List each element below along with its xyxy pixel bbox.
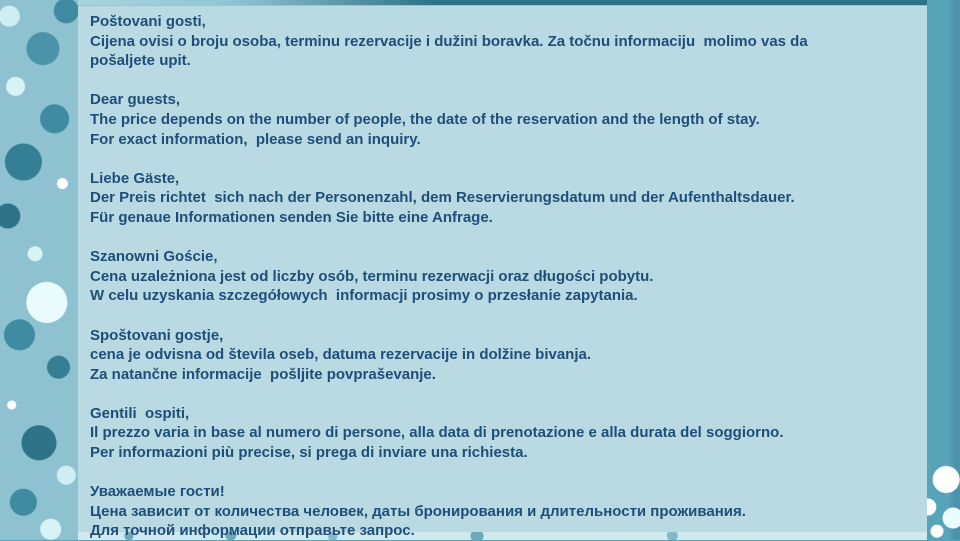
body-line: The price depends on the number of people, the date of the reservation and the length of stay. bbox=[90, 110, 760, 128]
body-line: cena je odvisna od števila oseb, datuma rezervacije in dolžine bivanja. bbox=[90, 346, 592, 364]
paragraph-croatian bbox=[90, 12, 915, 71]
paragraph-english bbox=[90, 90, 915, 149]
paragraph-german bbox=[90, 169, 915, 228]
body-line: Per informazioni più precise, si prega di inviare una richiesta. bbox=[90, 444, 528, 462]
body-line: For exact information, please send an inquiry. bbox=[90, 130, 421, 148]
body-line: Der Preis richtet sich nach der Personenzahl, dem Reservierungsdatum und der Aufenthaltsdauer. bbox=[90, 189, 795, 207]
body-line: W celu uzyskania szczegółowych informacji prosimy o przesłanie zapytania. bbox=[90, 287, 638, 305]
body-line: Cijena ovisi o broju osoba, terminu rezervacije i dužini boravka. Za točnu informaciju molimo vas da bbox=[90, 32, 808, 50]
greeting-line: Poštovani gosti, bbox=[90, 13, 206, 30]
body-line: Il prezzo varia in base al numero di persone, alla data di prenotazione e alla durata del soggiorno. bbox=[90, 424, 784, 442]
body-line: Für genaue Informationen senden Sie bitte eine Anfrage. bbox=[90, 208, 493, 226]
body-line: Цена зависит от количества человек, даты бронирования и длительности проживания. bbox=[90, 502, 746, 520]
paragraph-italian bbox=[90, 404, 915, 463]
body-line: Для точной информации отправьте запрос. bbox=[90, 522, 415, 540]
paragraph-polish bbox=[90, 247, 915, 306]
paint-splatter-left-band bbox=[0, 0, 78, 540]
paragraph-slovenian bbox=[90, 326, 915, 385]
greeting-line: Gentili ospiti, bbox=[90, 404, 190, 422]
greeting-line: Liebe Gäste, bbox=[90, 169, 180, 187]
body-line: Cena uzależniona jest od liczby osób, terminu rezerwacji oraz długości pobytu. bbox=[90, 267, 654, 285]
body-line: Za natančne informacije pošljite povpraševanje. bbox=[90, 365, 436, 383]
greeting-line: Szanowni Goście, bbox=[90, 248, 218, 266]
message-panel bbox=[78, 5, 927, 540]
greeting-line: Spoštovani gostje, bbox=[90, 326, 224, 344]
body-line: pošaljete upit. bbox=[90, 52, 191, 70]
paragraph-russian bbox=[90, 482, 915, 541]
greeting-line: Dear guests, bbox=[90, 91, 181, 109]
greeting-line: Уважаемые гости! bbox=[90, 483, 225, 501]
